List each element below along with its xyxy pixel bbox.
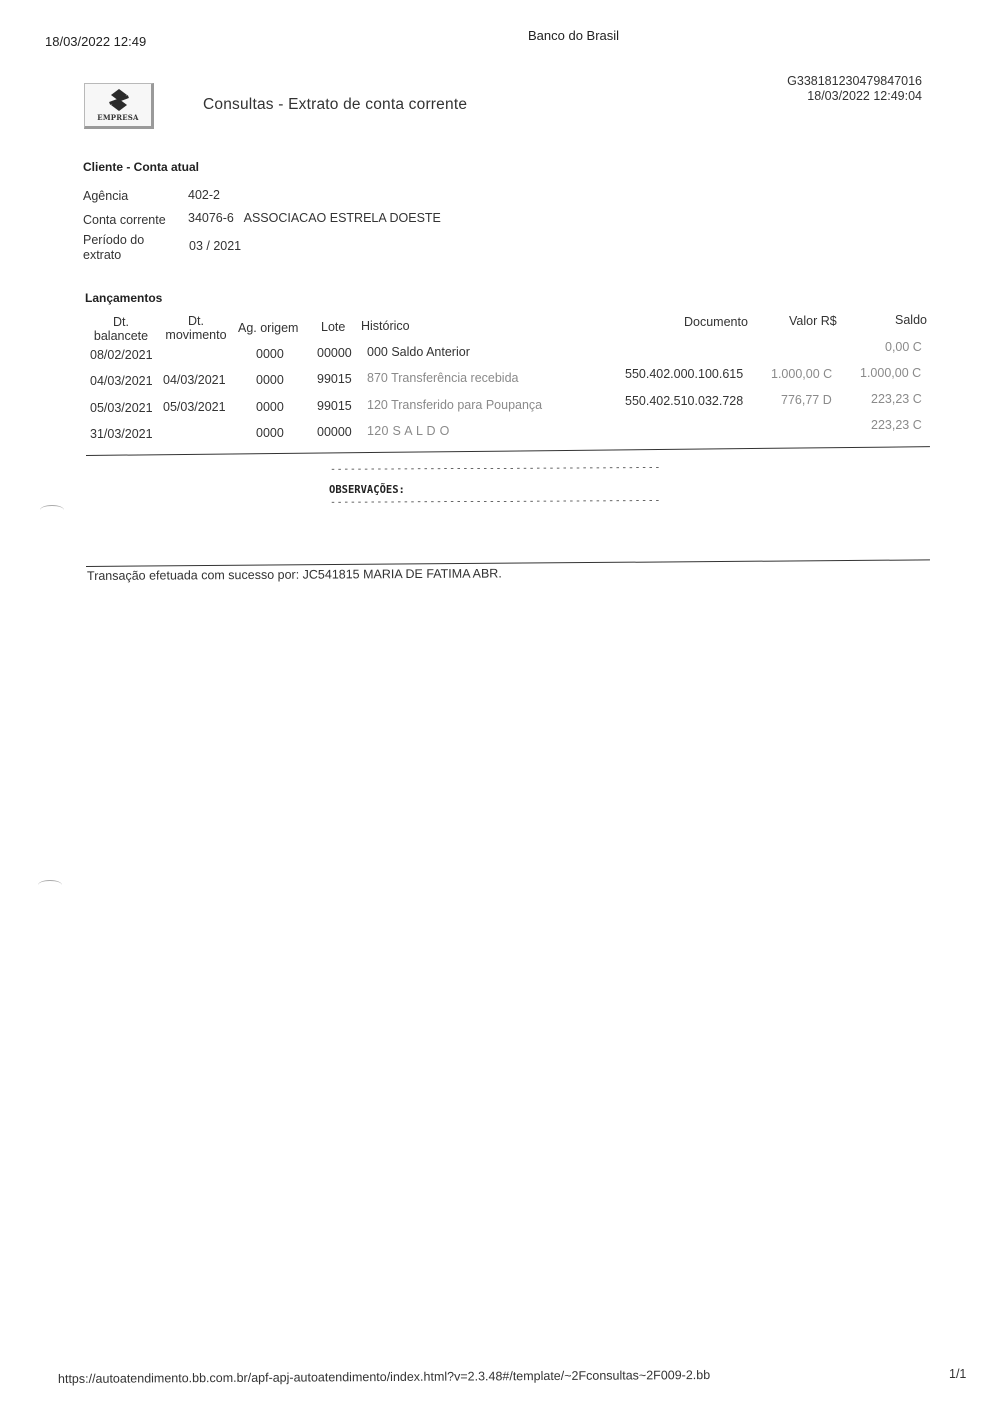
scan-mark <box>40 505 64 515</box>
document-datetime: 18/03/2022 12:49:04 <box>807 89 922 103</box>
cell-dt-balancete: 08/02/2021 <box>90 348 153 362</box>
cell-saldo: 1.000,00 C <box>860 366 922 380</box>
banco-do-brasil-logo-icon <box>105 88 133 112</box>
table-bottom-rule <box>86 446 930 456</box>
banco-do-brasil-logo <box>84 83 154 129</box>
cell-saldo: 223,23 C <box>871 418 922 432</box>
cell-historico: 120 Transferido para Poupança <box>367 398 543 412</box>
page-number: 1/1 <box>949 1367 967 1381</box>
observacoes-dashes-bottom: -------------------------------------------------- <box>329 495 662 508</box>
periodo-label <box>83 233 144 263</box>
header-saldo: Saldo <box>895 313 927 327</box>
periodo-label-line2: extrato <box>83 248 122 262</box>
cell-dt-balancete: 05/03/2021 <box>90 401 153 415</box>
header-dt-balancete-line1: Dt. <box>113 315 129 329</box>
cell-dt-movimento: 04/03/2021 <box>163 373 226 387</box>
print-datetime: 18/03/2022 12:49 <box>45 34 147 49</box>
lancamentos-section-title: Lançamentos <box>85 291 163 305</box>
agencia-value: 402-2 <box>188 188 220 202</box>
logo-text: EMPRESA <box>97 113 139 122</box>
cell-dt-movimento: 05/03/2021 <box>163 400 226 414</box>
cell-lote: 99015 <box>317 372 352 386</box>
document-code: G338181230479847016 <box>787 74 922 88</box>
header-dt-balancete-line2: balancete <box>93 329 149 343</box>
observacoes-dashes-top: -------------------------------------------------- <box>329 462 662 475</box>
cell-dt-balancete: 04/03/2021 <box>90 374 153 388</box>
header-documento: Documento <box>684 315 748 329</box>
cell-ag-origem: 0000 <box>256 347 284 361</box>
header-valor: Valor R$ <box>789 314 837 328</box>
page-heading: Consultas - Extrato de conta corrente <box>203 96 468 113</box>
periodo-label-line1: Período do <box>83 233 145 247</box>
header-dt-movimento-line2: movimento <box>165 328 227 342</box>
periodo-value: 03 / 2021 <box>189 239 242 253</box>
conta-corrente-label: Conta corrente <box>83 213 166 227</box>
footer-rule <box>86 559 930 567</box>
conta-corrente-value: 34076-6 ASSOCIACAO ESTRELA DOESTE <box>188 211 441 225</box>
cell-ag-origem: 0000 <box>256 400 284 414</box>
header-historico: Histórico <box>361 319 410 333</box>
cell-lote: 00000 <box>317 346 352 360</box>
print-url: https://autoatendimento.bb.com.br/apf-apj-autoatendimento/index.html?v=2.3.48#/template/~2Fconsultas~2F009-2.bb <box>57 1368 711 1386</box>
cell-dt-balancete: 31/03/2021 <box>90 427 153 441</box>
cell-ag-origem: 0000 <box>256 426 284 440</box>
cell-documento: 550.402.000.100.615 <box>625 367 744 381</box>
header-ag-origem: Ag. origem <box>238 321 299 335</box>
cell-ag-origem: 0000 <box>256 373 284 387</box>
cell-lote: 99015 <box>317 399 352 413</box>
header-dt-balancete <box>84 315 158 343</box>
cell-documento: 550.402.510.032.728 <box>625 394 744 408</box>
header-lote: Lote <box>321 320 346 334</box>
cell-lote: 00000 <box>317 425 352 439</box>
scan-mark <box>38 880 62 890</box>
cell-valor: 1.000,00 C <box>771 367 833 381</box>
cell-saldo: 223,23 C <box>871 392 922 406</box>
transacao-message: Transação efetuada com sucesso por: JC541815 MARIA DE FATIMA ABR. <box>86 566 502 583</box>
cell-valor: 776,77 D <box>781 393 832 407</box>
cell-historico: 870 Transferência recebida <box>367 371 519 385</box>
observacoes-label: OBSERVAÇÕES: <box>329 484 405 496</box>
document-code-block <box>787 74 922 104</box>
header-dt-movimento <box>160 314 232 342</box>
cell-historico: 000 Saldo Anterior <box>367 345 470 359</box>
cell-saldo: 0,00 C <box>885 340 922 354</box>
cliente-section-title: Cliente - Conta atual <box>83 160 200 174</box>
header-dt-movimento-line1: Dt. <box>188 314 204 328</box>
agencia-label: Agência <box>83 189 129 203</box>
cell-historico: 120 S A L D O <box>367 424 450 438</box>
print-page-title: Banco do Brasil <box>528 28 620 43</box>
